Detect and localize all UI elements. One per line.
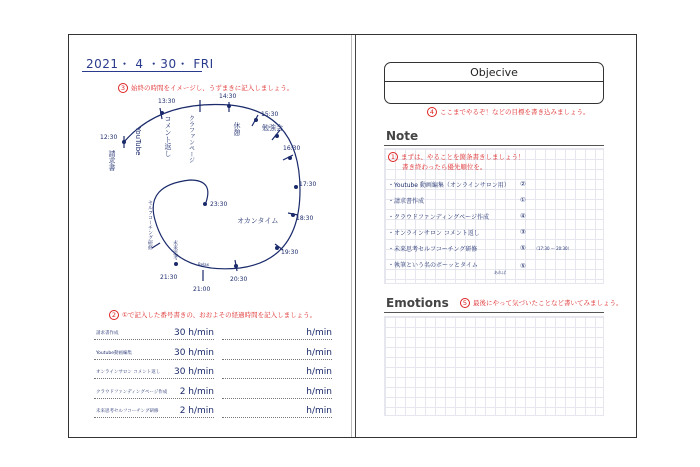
note-priority: ②: [520, 180, 526, 188]
instruction-1-line1: まずは、やることを箇条書きしましょう！: [401, 153, 525, 161]
instruction-1-number: 1: [388, 152, 398, 162]
label-break: 休憩: [233, 122, 241, 136]
instruction-2: [109, 310, 316, 320]
row-value-2: h/min: [306, 348, 332, 358]
label-youtube: YouTube: [134, 127, 142, 156]
row-value: 30 h/min: [173, 348, 214, 358]
instruction-5-text: 最後にやって気づいたことなど書いてみましょう。: [473, 299, 623, 307]
instruction-4-number: 4: [427, 107, 437, 117]
time-row: [94, 325, 330, 345]
row-line: [94, 398, 214, 399]
emotions-title: Emotions: [386, 296, 449, 310]
time-1830: 18:30: [296, 215, 314, 222]
label-mirai: 未来思考: [172, 240, 178, 260]
instruction-3-text: 始終の時間をイメージし、うずまきに記入しましょう。: [131, 84, 294, 92]
time-1930: 19:30: [281, 249, 299, 256]
objective-box[interactable]: [384, 62, 604, 104]
date-heading: 2021・ 4 ・30・ FRI: [86, 57, 214, 71]
note-priority: ①: [520, 196, 526, 204]
row-value-2: h/min: [306, 406, 332, 416]
note-priority: ⑤: [520, 244, 526, 252]
row-line-2: [222, 417, 332, 418]
time-1230: 12:30: [100, 134, 118, 141]
row-line-2: [222, 378, 332, 379]
label-comment: コメント返し: [164, 115, 172, 157]
instruction-5-number: 5: [460, 298, 470, 308]
note-priority: ⑤: [520, 262, 526, 270]
time-2330: 23:30: [210, 201, 228, 208]
emotions-grid[interactable]: [384, 316, 604, 416]
row-value: 30 h/min: [173, 367, 214, 377]
label-relax: Relax: [198, 262, 209, 267]
note-sub: あれば: [494, 270, 506, 275]
emotions-underline: [384, 312, 604, 313]
row-line: [94, 359, 214, 360]
note-priority: ④: [520, 212, 526, 220]
row-line-2: [222, 359, 332, 360]
label-crowdfunding: クラファンページ: [187, 115, 195, 163]
time-row: [94, 384, 330, 404]
label-self-coaching: セルフコーチング研修: [147, 200, 153, 250]
row-value: 2 h/min: [179, 406, 214, 416]
note-priority: ③: [520, 228, 526, 236]
row-label: 未来思考セルフコーチング研修: [96, 409, 159, 414]
time-1530: 15:30: [261, 111, 279, 118]
row-label: 請求書作成: [96, 331, 119, 336]
time-2100: 21:00: [193, 286, 211, 293]
time-2030: 20:30: [230, 276, 248, 283]
time-2130: 21:30: [160, 274, 178, 281]
note-time-range: （17:30 ～ 20:30）: [534, 246, 572, 251]
instruction-1-line2: 書き終わったら優先順位を。: [402, 163, 487, 171]
label-okan-time: オカンタイム: [237, 217, 279, 225]
instruction-1: [388, 152, 525, 162]
note-item: ・未来思考セルフコーチング研修: [388, 246, 478, 253]
instruction-2-text: ①で記入した番号書きの、おおよその経過時間を記入しましょう。: [122, 311, 317, 319]
instruction-4-text: ここまでやるぞ！などの目標を書き込みましょう。: [440, 108, 590, 116]
row-line: [94, 378, 214, 379]
note-item: ・クラウドファンディングページ作成: [388, 214, 489, 221]
note-item: ・Youtube 動画編集（オンラインサロン用）: [388, 182, 510, 189]
row-value-2: h/min: [306, 328, 332, 338]
time-row: [94, 364, 330, 384]
row-line: [94, 339, 214, 340]
row-value: 30 h/min: [173, 328, 214, 338]
time-1630: 16:30: [283, 145, 301, 152]
label-study: 勉強会: [262, 124, 283, 132]
row-value: 2 h/min: [179, 387, 214, 397]
instruction-2-number: 2: [109, 310, 119, 320]
row-value-2: h/min: [306, 367, 332, 377]
objective-divider: [385, 81, 603, 82]
row-line: [94, 417, 214, 418]
label-seikyusho: 請求書: [108, 150, 116, 171]
row-label: Youtube動画編集: [96, 351, 132, 356]
time-row: [94, 345, 330, 365]
note-item: ・執筆という名のボーッとタイム: [388, 262, 478, 269]
instruction-5: [460, 298, 623, 308]
time-1730: 17:30: [299, 181, 317, 188]
note-underline: [384, 145, 604, 146]
row-label: クラウドファンディングページ作成: [96, 390, 168, 395]
note-title: Note: [386, 129, 419, 143]
time-1330: 13:30: [158, 98, 176, 105]
instruction-4: [427, 107, 590, 117]
row-line-2: [222, 339, 332, 340]
instruction-3-number: 3: [118, 83, 128, 93]
row-line-2: [222, 398, 332, 399]
time-1430: 14:30: [219, 93, 237, 100]
row-label: オンラインサロン コメント返し: [96, 370, 161, 375]
note-item: ・オンラインサロン コメント返し: [388, 230, 480, 237]
note-item: ・請求書作成: [388, 198, 425, 205]
time-row: [94, 403, 330, 423]
objective-title: Objecive: [470, 66, 518, 79]
row-value-2: h/min: [306, 387, 332, 397]
